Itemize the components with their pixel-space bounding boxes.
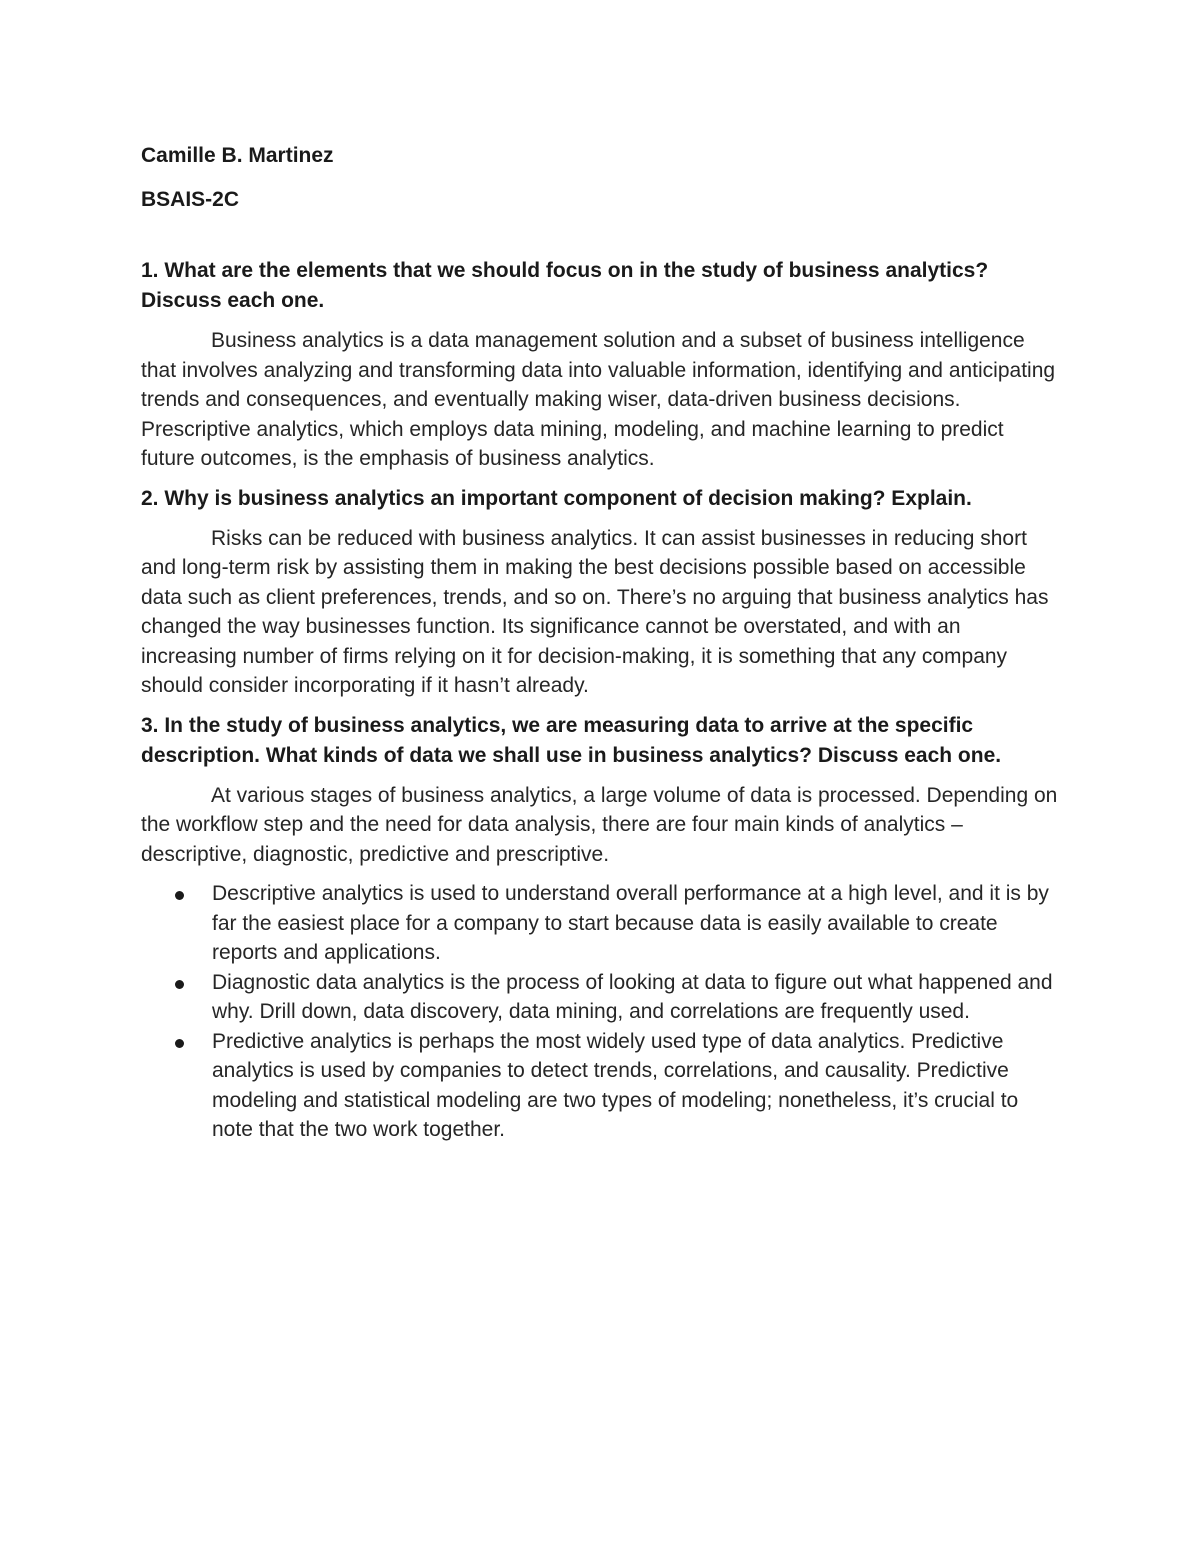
author-name: Camille B. Martinez [141, 144, 334, 167]
list-item-text: Diagnostic data analytics is the process of looking at data to figure out what happened and why. Drill down, data discovery, data mining, and correlations are frequently used. [212, 970, 1053, 1023]
bullet-icon [175, 1039, 184, 1048]
list-item [141, 1027, 1061, 1145]
question-block-3 [141, 711, 1061, 1145]
question-1: 1. What are the elements that we should focus on in the study of business analytics? Discuss each one. [141, 259, 989, 312]
list-item [141, 879, 1061, 968]
answer-2: Risks can be reduced with business analytics. It can assist businesses in reducing short and long-term risk by assisting them in making the best decisions possible based on accessible data such as client preferences, trends, and so on. There’s no arguing that business analytics has changed the way businesses function. Its significance cannot be overstated, and with an increasing number of firms relying on it for decision-making, it is something that any company should consider incorporating if it hasn’t already. [141, 526, 1049, 697]
list-item-text: Descriptive analytics is used to understand overall performance at a high level, and it is by far the easiest place for a company to start because data is easily available to create reports and applications. [212, 882, 1049, 964]
question-block-1 [141, 256, 1061, 474]
list-item [141, 968, 1061, 1027]
bullet-icon [175, 891, 184, 900]
question-2: 2. Why is business analytics an important component of decision making? Explain. [141, 486, 972, 510]
list-item-text: Predictive analytics is perhaps the most widely used type of data analytics. Predictive analytics is used by companies to detect trends, correlations, and causality. Predictive modeling and statistical modeling are two types of modeling; nonetheless, it’s crucial to note that the two work together. [212, 1029, 1019, 1141]
bullet-icon [175, 980, 184, 989]
question-3: 3. In the study of business analytics, we are measuring data to arrive at the specific description. What kinds of data we shall use in business analytics? Discuss each one. [141, 713, 1002, 767]
question-block-2 [141, 484, 1061, 701]
answer-1: Business analytics is a data management solution and a subset of business intelligence that involves analyzing and transforming data into valuable information, identifying and anticipating trends and consequences, and eventually making wiser, data-driven business decisions. Prescriptive analytics, which employs data mining, modeling, and machine learning to predict future outcomes, is the emphasis of business analytics. [141, 329, 1056, 470]
class-section: BSAIS-2C [141, 188, 240, 211]
answer-3: At various stages of business analytics, a large volume of data is processed. Depending on the workflow step and the need for data analysis, there are four main kinds of analytics – descriptive, diagnostic, predictive and prescriptive. [141, 783, 1058, 866]
analytics-types-list [141, 879, 1061, 1145]
document-page [141, 140, 1061, 1145]
